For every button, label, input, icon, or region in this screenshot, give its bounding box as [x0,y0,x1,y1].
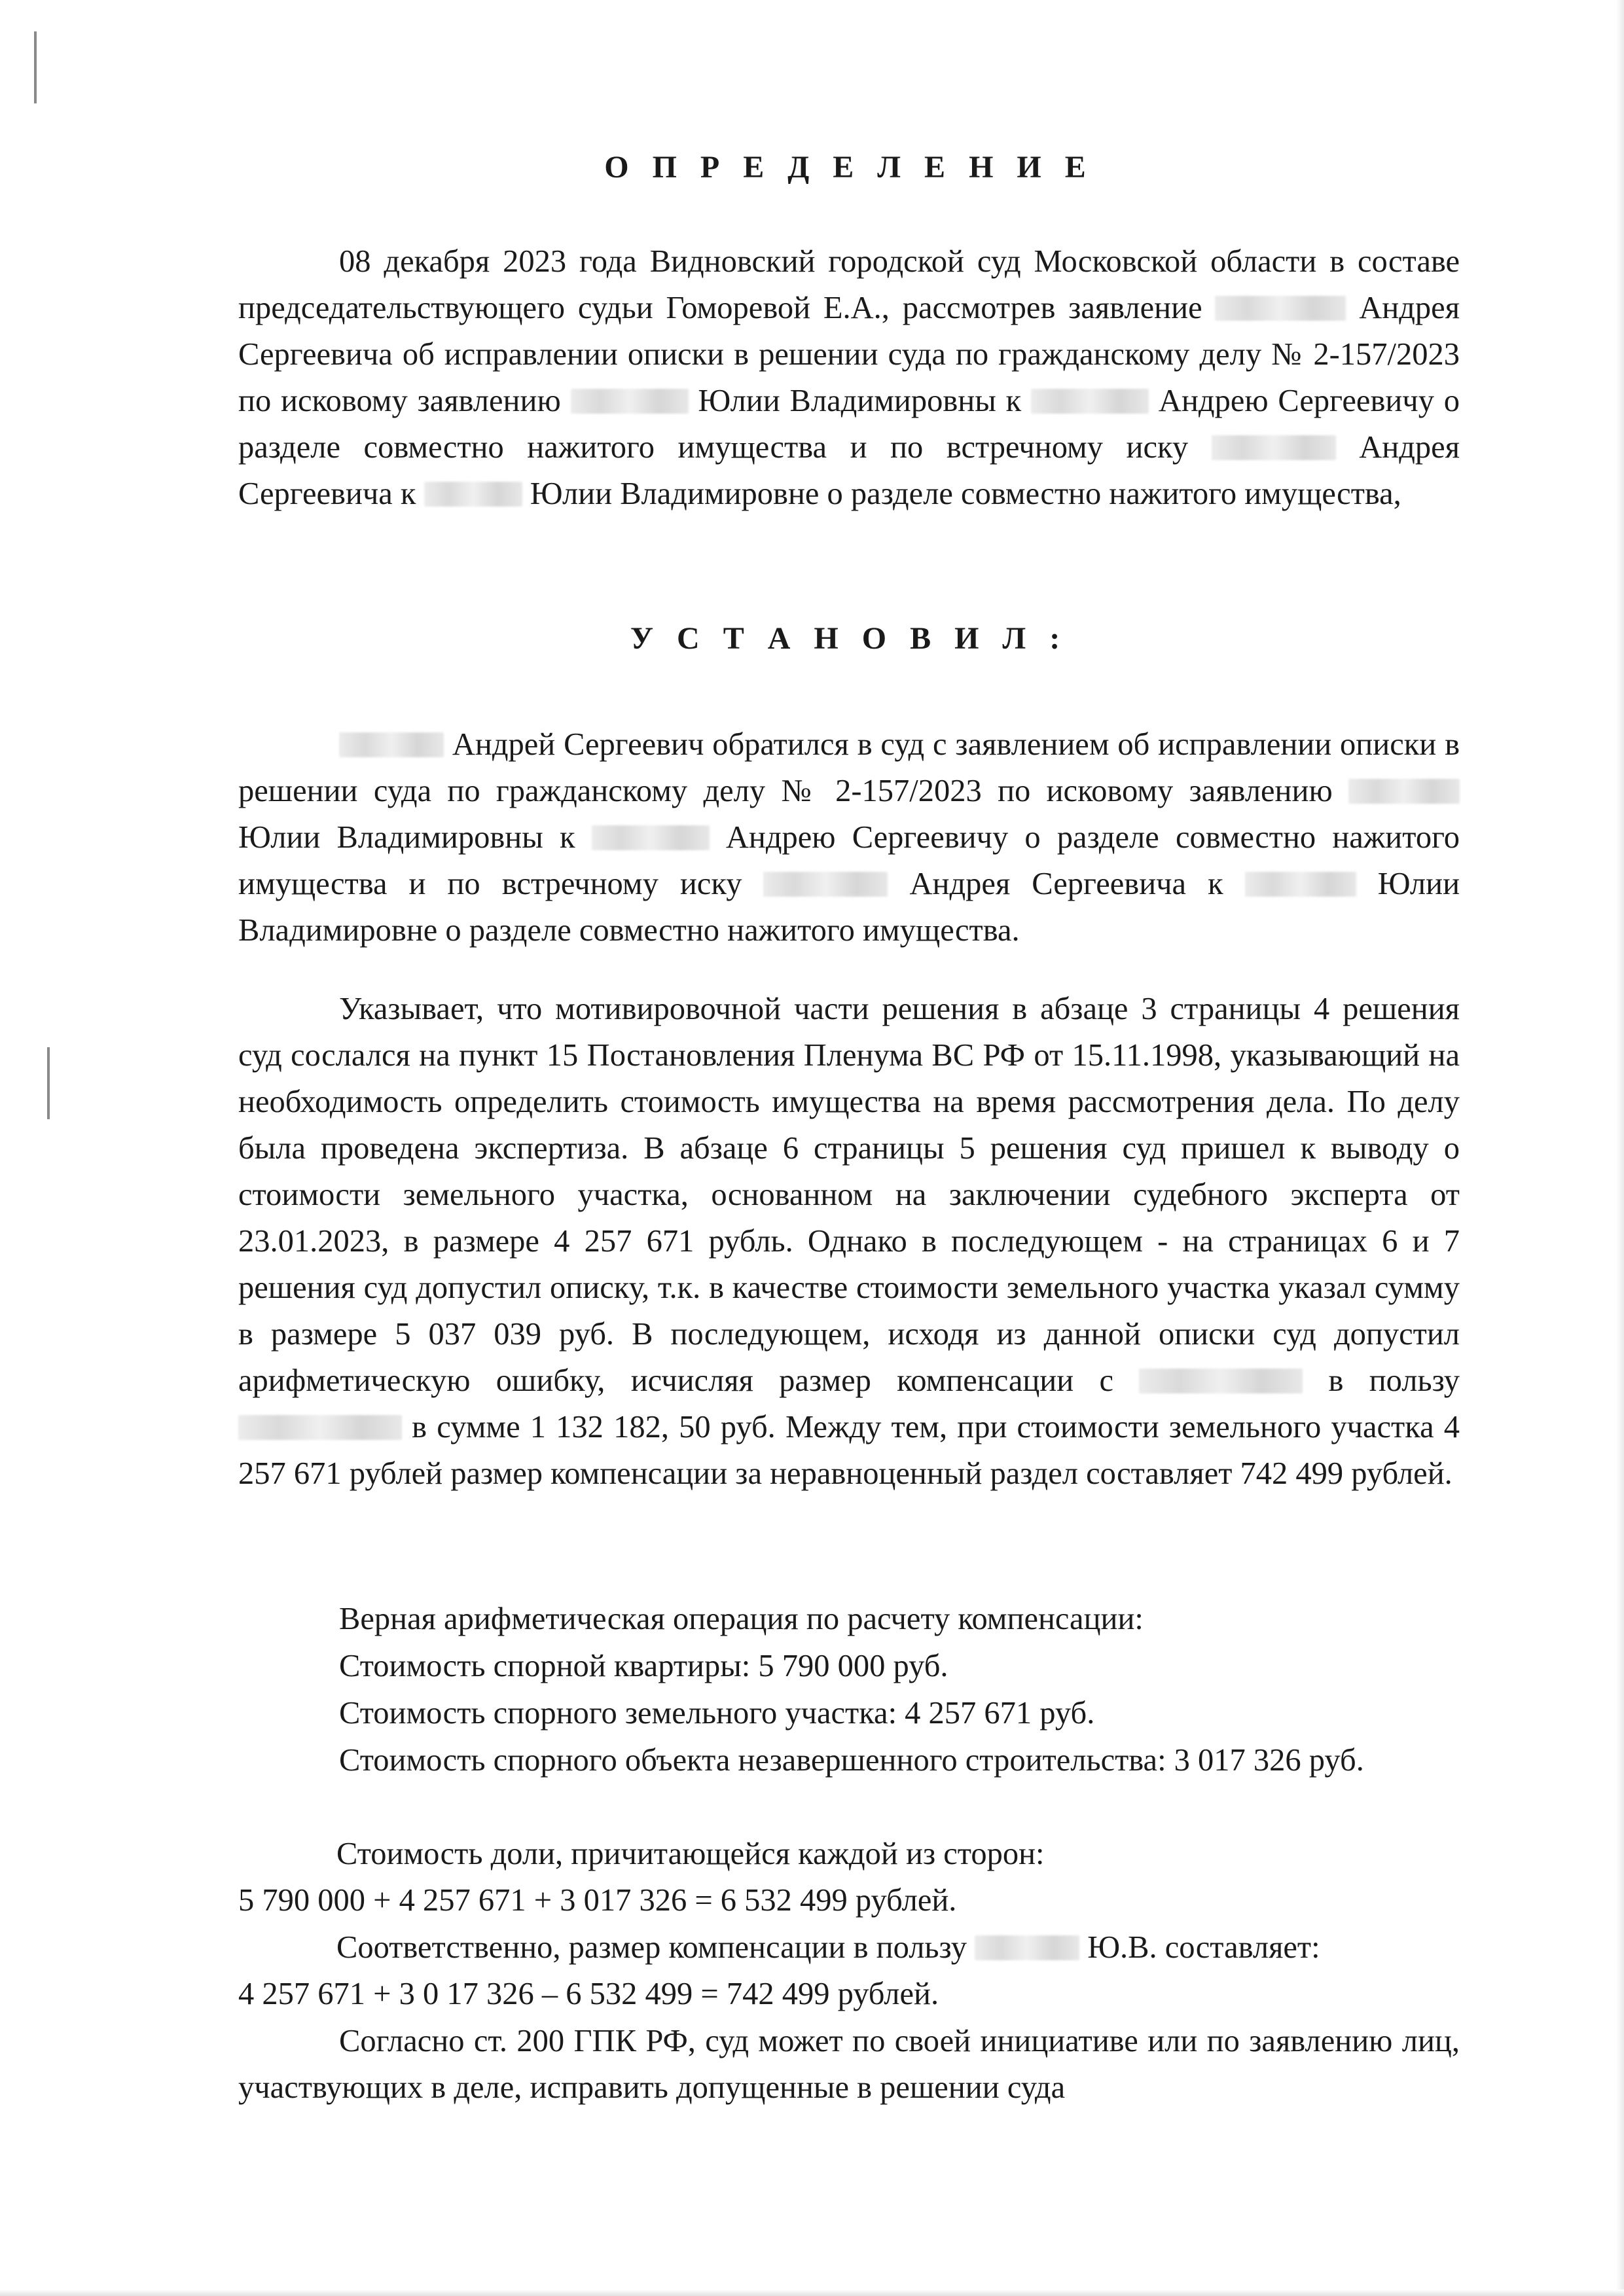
scan-mark [34,31,37,103]
paragraph-text: Юлии Владимировне о разделе совместно нажитого имущества. [238,867,1460,948]
closing-paragraph: Согласно ст. 200 ГПК РФ, суд может по своей инициативе или по заявлению лиц, участвующих в деле, исправить допущенные в решении суда [238,2024,1460,2105]
redacted-surname [975,1935,1079,1960]
redacted-surname [763,872,888,897]
calc-share-formula: 5 790 000 + 4 257 671 + 3 017 326 = 6 532 499 рублей. [238,1883,957,1918]
scan-mark [47,1047,50,1119]
calc-compensation-formula: 4 257 671 + 3 0 17 326 – 6 532 499 = 742 499 рублей. [238,1977,939,2011]
paragraph-text: Указывает, что мотивировочной части решения в абзаце 3 страницы 4 решения суд сослался на пункт 15 Постановления Пленума ВС РФ от 15.11.1998, указывающий на необходимость определить стоимость имущества на время рассмотрения дела. По делу была проведена экспертиза. В абзаце 6 страницы 5 решения суд пришел к выводу о стоимости земельного участка, основанном на заключении судебного эксперта от 23.01.2023, в размере 4 257 671 рубль. Однако в последующем - на страницах 6 и 7 решения суд допустил описку, т.к. в качестве стоимости земельного участка указал сумму в размере 5 037 039 руб. В последующем, исходя из данной описки суд допустил арифметическую ошибку, исчисляя размер компенсации с [238,992,1460,1398]
redacted-surname [339,732,444,757]
calc-land: Стоимость спорного земельного участка: 4 257 671 руб. [339,1696,1095,1731]
redacted-name [238,1415,402,1440]
scan-edge [0,2289,1624,2296]
intro-text: Юлии Владимировны к [698,384,1022,418]
redacted-surname [1348,779,1460,804]
redacted-name [1139,1369,1303,1393]
paragraph-arguments [238,986,1460,1497]
calc-share-heading: Стоимость доли, причитающейся каждой из сторон: [336,1837,1045,1871]
paragraph-text: в пользу [1328,1363,1460,1398]
intro-text: Юлии Владимировне о разделе совместно нажитого имущества, [530,476,1401,511]
calc-apartment: Стоимость спорной квартиры: 5 790 000 руб. [339,1649,948,1683]
redacted-surname [424,482,522,507]
intro-paragraph [238,238,1460,517]
paragraph-text: в сумме 1 132 182, 50 руб. Между тем, при стоимости земельного участка 4 257 671 рублей размер компенсации за неравноценный раздел составляет 742 499 рублей. [238,1410,1460,1491]
paragraph-text: Андрея Сергеевича к [909,867,1223,901]
intro-text: Андрея Сергеевича об исправлении описки в решении суда по гражданскому делу № 2-157/2023 по исковому заявлению [238,291,1460,418]
calc-compensation-heading [238,1924,1460,1971]
intro-text: Андрея Сергеевича к [238,430,1460,511]
scan-edge [1616,0,1624,2296]
paragraph-application [238,721,1460,954]
document-title: О П Р Е Д Е Л Е Н И Е [604,150,1094,185]
intro-text: 08 декабря 2023 года Видновский городской суд Московской области в составе председательствующего судьи Гоморевой Е.А., рассмотрев заявление [238,244,1460,325]
section-heading: У С Т А Н О В И Л : [630,621,1068,656]
redacted-surname [1031,389,1149,414]
intro-text: Андрею Сергеевичу о разделе совместно нажитого имущества и по встречному иску [238,384,1460,465]
redacted-surname [1245,872,1356,897]
calc-text: Ю.В. составляет: [1087,1930,1320,1965]
redacted-surname [1215,296,1346,321]
redacted-surname [1212,435,1336,460]
paragraph-text: Андрей Сергеевич обратился в суд с заявлением об исправлении описки в решении суда по гражданскому делу № 2-157/2023 по исковому заявлению [238,727,1460,808]
calc-text: Соответственно, размер компенсации в пользу [336,1930,967,1965]
redacted-surname [571,389,689,414]
calc-construction: Стоимость спорного объекта незавершенного строительства: 3 017 326 руб. [339,1743,1364,1778]
redacted-surname [592,825,710,850]
paragraph-text: Юлии Владимировны к [238,820,575,855]
paragraph-text: Андрею Сергеевичу о разделе совместно нажитого имущества и по встречному иску [238,820,1460,901]
calc-heading: Верная арифметическая операция по расчету компенсации: [339,1602,1144,1636]
